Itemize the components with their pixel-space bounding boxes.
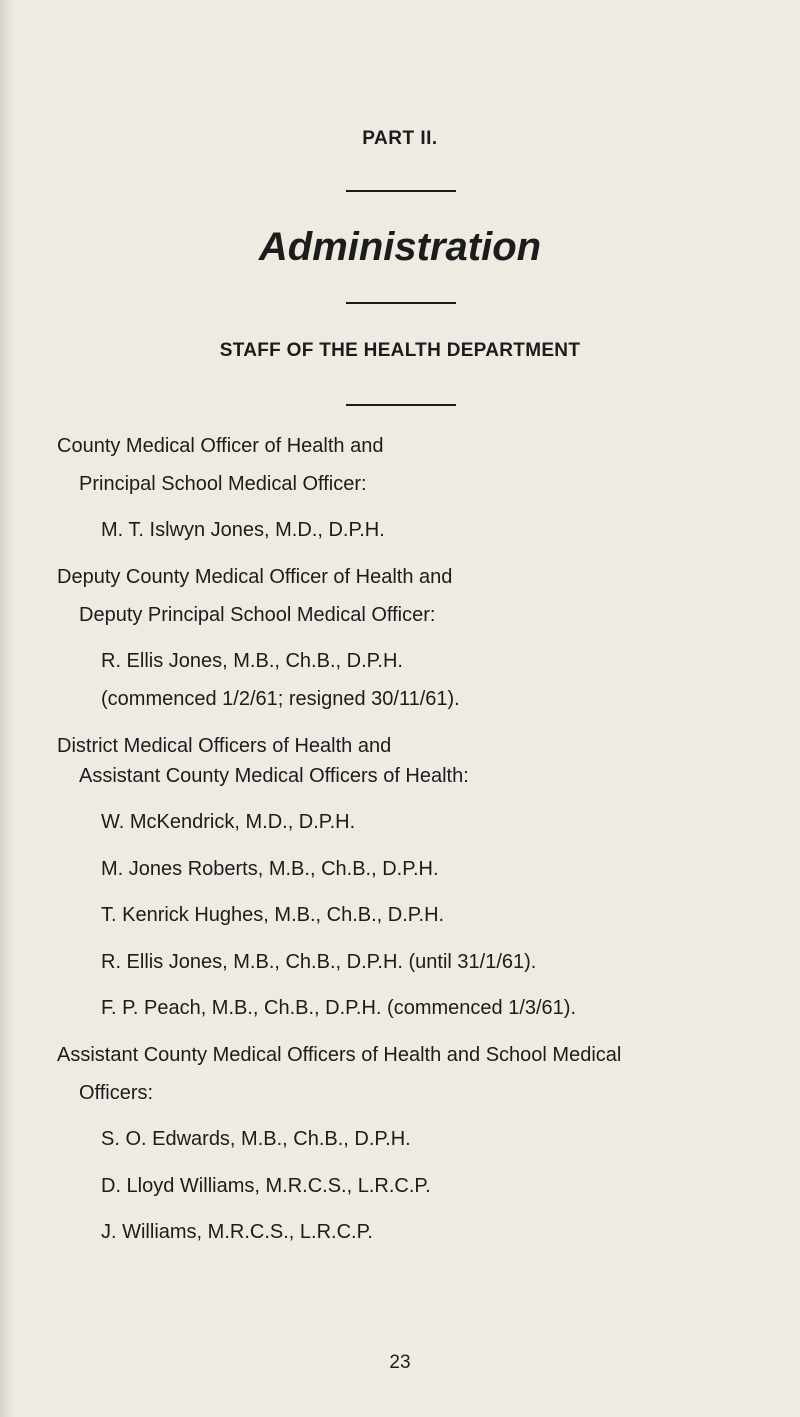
staff-entry: M. T. Islwyn Jones, M.D., D.P.H. [101,519,385,541]
staff-entry: J. Williams, M.R.C.S., L.R.C.P. [101,1221,373,1243]
section-heading-line: District Medical Officers of Health and [57,735,392,757]
staff-entry: T. Kenrick Hughes, M.B., Ch.B., D.P.H. [101,904,445,926]
page-number: 23 [389,1352,411,1373]
section-heading-line: County Medical Officer of Health and [57,435,384,457]
staff-entry: M. Jones Roberts, M.B., Ch.B., D.P.H. [101,858,439,880]
staff-entry: R. Ellis Jones, M.B., Ch.B., D.P.H. [101,650,403,672]
section-heading-line: Officers: [79,1082,154,1104]
staff-entry: R. Ellis Jones, M.B., Ch.B., D.P.H. (until 31/1/61). [101,951,537,973]
divider-rule-3 [346,404,456,406]
part-heading: PART II. [362,128,438,149]
staff-entry: F. P. Peach, M.B., Ch.B., D.P.H. (commenced 1/3/61). [101,997,577,1019]
divider-rule-1 [346,190,456,192]
page-title: Administration [258,225,542,269]
section-heading-line: Assistant County Medical Officers of Health and School Medical [57,1044,622,1066]
section-heading-line: Assistant County Medical Officers of Health: [79,765,469,787]
section-heading-line: Principal School Medical Officer: [79,473,367,495]
section-subtitle: STAFF OF THE HEALTH DEPARTMENT [219,340,581,361]
divider-rule-2 [346,302,456,304]
section-heading-line: Deputy Principal School Medical Officer: [79,604,436,626]
page-gutter-shadow [0,0,14,1417]
staff-entry: (commenced 1/2/61; resigned 30/11/61). [101,688,460,710]
staff-entry: W. McKendrick, M.D., D.P.H. [101,811,356,833]
staff-entry: D. Lloyd Williams, M.R.C.S., L.R.C.P. [101,1175,431,1197]
section-heading-line: Deputy County Medical Officer of Health and [57,566,453,588]
staff-entry: S. O. Edwards, M.B., Ch.B., D.P.H. [101,1128,411,1150]
